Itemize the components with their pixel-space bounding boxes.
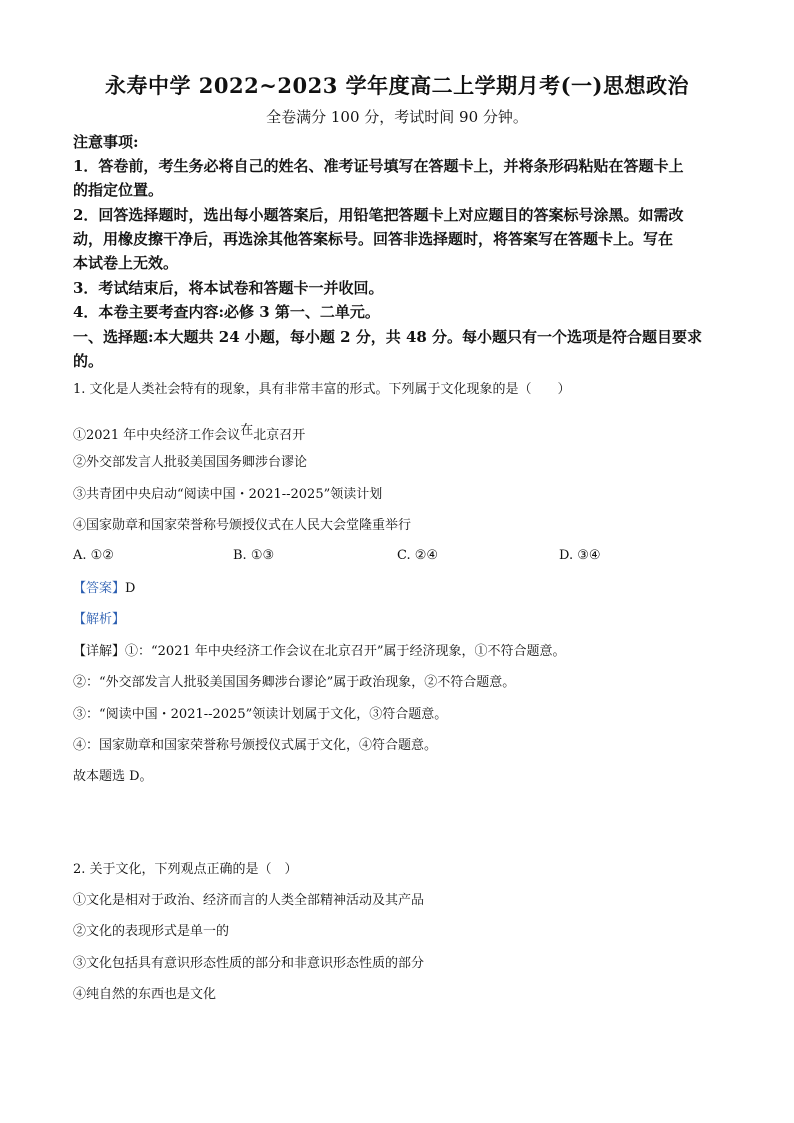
q2-option-3: ③文化包括具有意识形态性质的部分和非意识形态性质的部分 [73, 956, 425, 971]
page-title: 永寿中学 2022~2023 学年度高二上学期月考(一)思想政治 [105, 73, 689, 98]
notice-item-3: 3．考试结束后，将本试卷和答题卡一并收回。 [73, 279, 384, 297]
notice-item-4: 4．本卷主要考查内容:必修 3 第一、二单元。 [73, 303, 380, 321]
q1-option-1-text-a: ①2021 年中央经济工作会议 [73, 428, 241, 443]
q2-stem: 2. 关于文化，下列观点正确的是（ ） [73, 862, 298, 877]
q1-detail-4: ④：国家勋章和国家荣誉称号颁授仪式属于文化，④符合题意。 [73, 738, 438, 753]
notice-item-2c: 本试卷上无效。 [73, 254, 179, 272]
notice-item-2a: 2．回答选择题时，选出每小题答案后，用铅笔把答题卡上对应题目的答案标号涂黑。如需改 [73, 206, 684, 224]
q1-choices [73, 548, 733, 568]
q2-option-1: ①文化是相对于政治、经济而言的人类全部精神活动及其产品 [73, 893, 425, 908]
exam-info: 全卷满分 100 分，考试时间 90 分钟。 [266, 108, 528, 126]
q1-choice-b[interactable]: B. ①③ [233, 548, 275, 563]
answer-value: D [125, 581, 136, 596]
q1-option-2: ②外交部发言人批驳美国国务卿涉台谬论 [73, 455, 308, 470]
q1-choice-a[interactable]: A. ①② [73, 548, 114, 563]
q1-stem: 1. 文化是人类社会特有的现象，具有非常丰富的形式。下列属于文化现象的是（ ） [73, 382, 571, 397]
notice-item-1a: 1．答卷前，考生务必将自己的姓名、准考证号填写在答题卡上，并将条形码粘贴在答题卡上 [73, 157, 684, 175]
q2-option-4: ④纯自然的东西也是文化 [73, 987, 217, 1002]
answer-tag: 【答案】 [73, 581, 126, 596]
q1-answer [73, 580, 733, 598]
q1-analysis [73, 611, 733, 629]
analysis-tag: 【解析】 [73, 612, 126, 627]
detail-tag: 【详解】 [73, 644, 126, 659]
q1-conclusion: 故本题选 D。 [73, 769, 153, 784]
q1-detail-3: ③：“阅读中国・2021--2025”领读计划属于文化，③符合题意。 [73, 707, 448, 722]
q1-option-4: ④国家勋章和国家荣誉称号颁授仪式在人民大会堂隆重举行 [73, 518, 412, 533]
q2-option-2: ②文化的表现形式是单一的 [73, 924, 230, 939]
q1-option-1-raised: 在 [240, 423, 254, 438]
detail-text-1: ①：“2021 年中央经济工作会议在北京召开”属于经济现象，①不符合题意。 [125, 644, 566, 659]
q1-choice-c[interactable]: C. ②④ [397, 548, 439, 563]
q1-choice-d[interactable]: D. ③④ [559, 548, 601, 563]
q1-detail-2: ②：“外交部发言人批驳美国国务卿涉台谬论”属于政治现象，②不符合题意。 [73, 675, 516, 690]
q1-option-1-text-b: 北京召开 [253, 428, 306, 443]
q1-option-3: ③共青团中央启动“阅读中国・2021--2025”领读计划 [73, 487, 383, 502]
q1-detail-1 [73, 643, 733, 661]
notice-heading: 注意事项: [73, 133, 139, 151]
section-heading-2: 的。 [73, 352, 104, 370]
section-heading-1: 一、选择题:本大题共 24 小题，每小题 2 分，共 48 分。每小题只有一个选项是符合题目要求 [73, 328, 703, 346]
q1-option-1 [73, 422, 733, 445]
notice-item-2b: 动，用橡皮擦干净后，再选涂其他答案标号。回答非选择题时，将答案写在答题卡上。写在 [73, 230, 674, 248]
notice-item-1b: 的指定位置。 [73, 181, 164, 199]
